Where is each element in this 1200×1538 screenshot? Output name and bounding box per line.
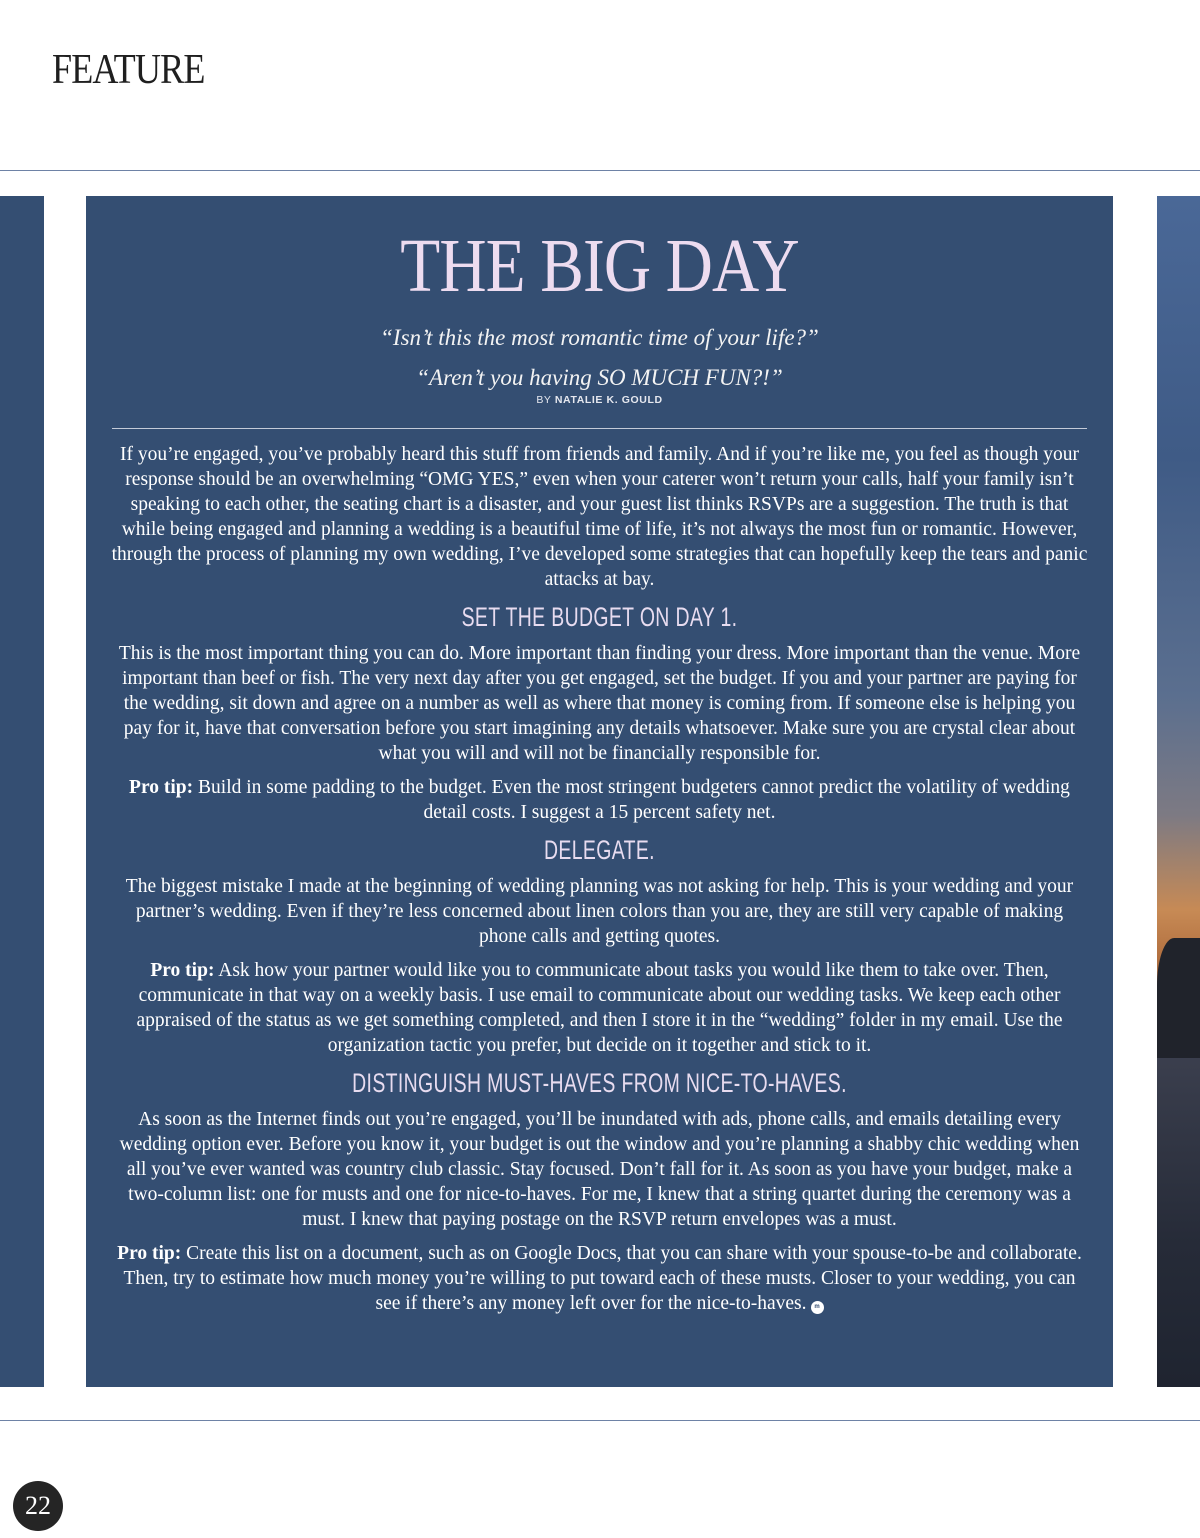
section-body-budget: This is the most important thing you can do. More important than finding your dress. More important than the venue. More important than beef or fish. The very next day after you get engaged, set the budget. If you and your partner are paying for the wedding, sit down and agree on a number as well as where that money is coming from. If someone else is helping you pay for it, have that conversation before you start imagining any details whatsoever. Make sure you are crystal clear about what you will and will not be financially responsible for. <box>118 643 1081 764</box>
intro-paragraph: If you’re engaged, you’ve probably heard this stuff from friends and family. And if you’re like me, you feel as though your response should be an overwhelming “OMG YES,” even when your caterer won’t return your calls, half your family isn’t speaking to each other, the seating chart is a disaster, and your guest list thinks RSVPs are a suggestion. The truth is that while being engaged and planning a wedding is a beautiful time of life, it’s not always the most fun or romantic. However, through the process of planning my own wedding, I’ve developed some strategies that can hopefully keep the tears and panic attacks at bay. <box>111 444 1088 590</box>
subtitle-line-2: “Aren’t you having SO MUCH FUN?!” <box>416 365 783 390</box>
pro-tip-text: Build in some padding to the budget. Even the most stringent budgeters cannot predict the volatility of wedding detail costs. I suggest a 15 percent safety net. <box>193 777 1070 823</box>
pro-tip-label: Pro tip: <box>129 777 194 798</box>
article-title: THE BIG DAY <box>400 224 799 308</box>
pro-tip-must-haves <box>110 1241 1089 1316</box>
pro-tip-text: Create this list on a document, such as on Google Docs, that you can share with your spouse-to-be and collaborate. Then, try to estimate how much money you’re willing to put toward each of these musts. Closer to your wedding, you can see if there’s any money left over for the nice-to-haves. <box>123 1243 1082 1314</box>
pro-tip-text: Ask how your partner would like you to communicate about tasks you would like them to take over. Then, communicate in that way on a weekly basis. I use email to communicate about our wedding tasks. We keep each other appraised of the status as we get something completed, and then I store it in the “wedding” folder in my email. Use the organization tactic you prefer, but decide on it together and stick to it. <box>136 960 1063 1056</box>
subtitle-line-1: “Isn’t this the most romantic time of your life?” <box>380 325 819 350</box>
left-photo-edge <box>0 196 44 1387</box>
byline-author: NATALIE K. GOULD <box>554 394 663 406</box>
section-heading-must-haves: DISTINGUISH MUST-HAVES FROM NICE-TO-HAVES. <box>352 1068 847 1098</box>
pro-tip-delegate <box>110 958 1089 1058</box>
byline-divider <box>112 428 1087 429</box>
pro-tip-label: Pro tip: <box>150 960 215 981</box>
right-photo-edge <box>1157 196 1200 1387</box>
section-heading-delegate: DELEGATE. <box>544 835 655 865</box>
section-heading-budget: SET THE BUDGET ON DAY 1. <box>461 602 738 632</box>
article-panel <box>86 196 1113 1387</box>
article-subtitle <box>86 318 1113 398</box>
section-body-delegate: The biggest mistake I made at the beginning of wedding planning was not asking for help. This is your wedding and your partner’s wedding. Even if they’re less concerned about linen colors than you are, they are still very capable of making phone calls and getting quotes. <box>125 876 1074 947</box>
pro-tip-budget <box>110 775 1089 825</box>
pro-tip-label: Pro tip: <box>117 1243 182 1264</box>
top-divider <box>0 170 1200 171</box>
page-number: 22 <box>13 1481 63 1531</box>
tree-silhouette <box>1157 938 1200 1058</box>
end-mark-icon: m <box>811 1301 824 1314</box>
article-body <box>110 442 1089 1316</box>
section-label: FEATURE <box>52 47 205 93</box>
byline-prefix: BY <box>536 394 552 406</box>
byline <box>86 394 1113 406</box>
bottom-divider <box>0 1420 1200 1421</box>
section-body-must-haves: As soon as the Internet finds out you’re engaged, you’ll be inundated with ads, phone calls, and emails detailing every wedding option ever. Before you know it, your budget is out the window and you’re planning a shabby chic wedding when all you’ve ever wanted was country club classic. Stay focused. Don’t fall for it. As soon as you have your budget, make a two-column list: one for musts and one for nice-to-haves. For me, I knew that a string quartet during the ceremony was a must. I knew that paying postage on the RSVP return envelopes was a must. <box>119 1109 1080 1230</box>
